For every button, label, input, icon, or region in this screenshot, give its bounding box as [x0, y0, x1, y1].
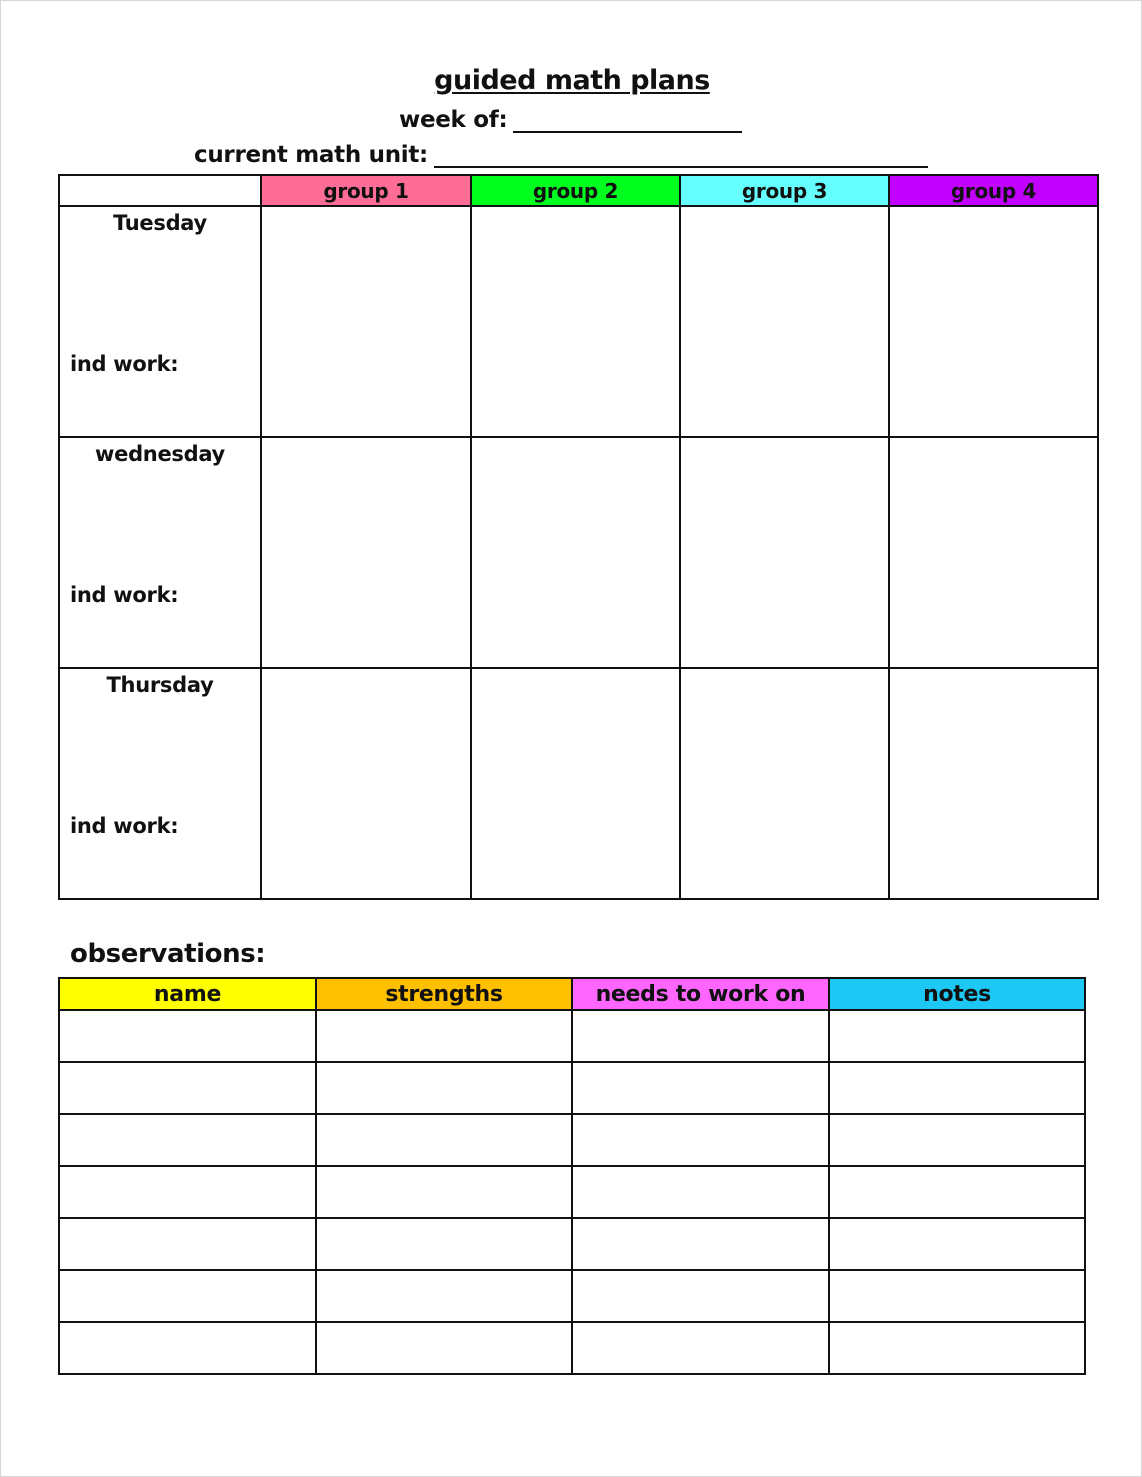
day-label: Thursday	[106, 673, 214, 697]
observation-cell[interactable]	[59, 1062, 316, 1114]
plan-cell[interactable]	[261, 206, 471, 437]
notes-column-header: notes	[829, 978, 1085, 1010]
observation-cell[interactable]	[316, 1010, 572, 1062]
observation-row	[59, 1270, 1085, 1322]
ind-work-label: ind work:	[70, 814, 179, 838]
observation-cell[interactable]	[59, 1322, 316, 1374]
plan-cell[interactable]	[680, 206, 889, 437]
tuesday-row	[59, 206, 1098, 437]
observation-cell[interactable]	[316, 1270, 572, 1322]
observation-cell[interactable]	[316, 1218, 572, 1270]
observation-cell[interactable]	[316, 1114, 572, 1166]
observation-cell[interactable]	[316, 1322, 572, 1374]
plan-cell[interactable]	[889, 437, 1098, 668]
math-unit-input-line[interactable]	[434, 144, 928, 168]
group-4-header: group 4	[889, 175, 1098, 206]
observation-row	[59, 1218, 1085, 1270]
observation-cell[interactable]	[572, 1322, 829, 1374]
observation-cell[interactable]	[572, 1062, 829, 1114]
name-column-header: name	[59, 978, 316, 1010]
title-text: guided math plans	[434, 65, 710, 96]
observations-header-row	[59, 978, 1085, 1010]
observation-row	[59, 1114, 1085, 1166]
plan-cell[interactable]	[261, 437, 471, 668]
day-label: Tuesday	[113, 211, 207, 235]
plan-cell[interactable]	[261, 668, 471, 899]
observation-row	[59, 1322, 1085, 1374]
plan-cell[interactable]	[889, 668, 1098, 899]
week-of-label: week of:	[399, 107, 508, 133]
observation-cell[interactable]	[829, 1062, 1085, 1114]
observation-row	[59, 1062, 1085, 1114]
observation-cell[interactable]	[829, 1114, 1085, 1166]
observation-cell[interactable]	[572, 1114, 829, 1166]
observation-row	[59, 1166, 1085, 1218]
group-header-row	[59, 175, 1098, 206]
observation-cell[interactable]	[829, 1010, 1085, 1062]
week-of-input-line[interactable]	[513, 109, 742, 133]
observation-cell[interactable]	[572, 1010, 829, 1062]
plan-cell[interactable]	[680, 437, 889, 668]
observation-cell[interactable]	[572, 1218, 829, 1270]
observation-cell[interactable]	[572, 1166, 829, 1218]
plan-cell[interactable]	[680, 668, 889, 899]
group-2-header: group 2	[471, 175, 680, 206]
observations-body	[59, 1010, 1085, 1374]
observation-cell[interactable]	[572, 1270, 829, 1322]
thursday-row	[59, 668, 1098, 899]
observation-cell[interactable]	[59, 1166, 316, 1218]
observation-cell[interactable]	[59, 1010, 316, 1062]
group-3-header: group 3	[680, 175, 889, 206]
observation-cell[interactable]	[829, 1166, 1085, 1218]
plan-cell[interactable]	[889, 206, 1098, 437]
observations-table	[58, 977, 1086, 1375]
day-label-cell	[59, 206, 261, 437]
observation-cell[interactable]	[829, 1218, 1085, 1270]
observations-heading: observations:	[70, 939, 266, 969]
observation-cell[interactable]	[59, 1218, 316, 1270]
strengths-column-header: strengths	[316, 978, 572, 1010]
math-unit-field	[194, 142, 928, 168]
plan-cell[interactable]	[471, 437, 680, 668]
corner-cell	[59, 175, 261, 206]
math-unit-label: current math unit:	[194, 142, 428, 168]
group-plans-table	[58, 174, 1099, 900]
observation-cell[interactable]	[829, 1270, 1085, 1322]
ind-work-label: ind work:	[70, 352, 179, 376]
page-title	[1, 65, 1142, 96]
wednesday-row	[59, 437, 1098, 668]
observation-cell[interactable]	[316, 1166, 572, 1218]
week-of-field	[399, 107, 742, 133]
observation-cell[interactable]	[59, 1270, 316, 1322]
day-label-cell	[59, 668, 261, 899]
plan-cell[interactable]	[471, 668, 680, 899]
observation-cell[interactable]	[316, 1062, 572, 1114]
needs-to-work-on-column-header: needs to work on	[572, 978, 829, 1010]
day-label-cell	[59, 437, 261, 668]
observation-cell[interactable]	[59, 1114, 316, 1166]
plan-cell[interactable]	[471, 206, 680, 437]
day-label: wednesday	[95, 442, 225, 466]
observation-row	[59, 1010, 1085, 1062]
group-1-header: group 1	[261, 175, 471, 206]
ind-work-label: ind work:	[70, 583, 179, 607]
observation-cell[interactable]	[829, 1322, 1085, 1374]
